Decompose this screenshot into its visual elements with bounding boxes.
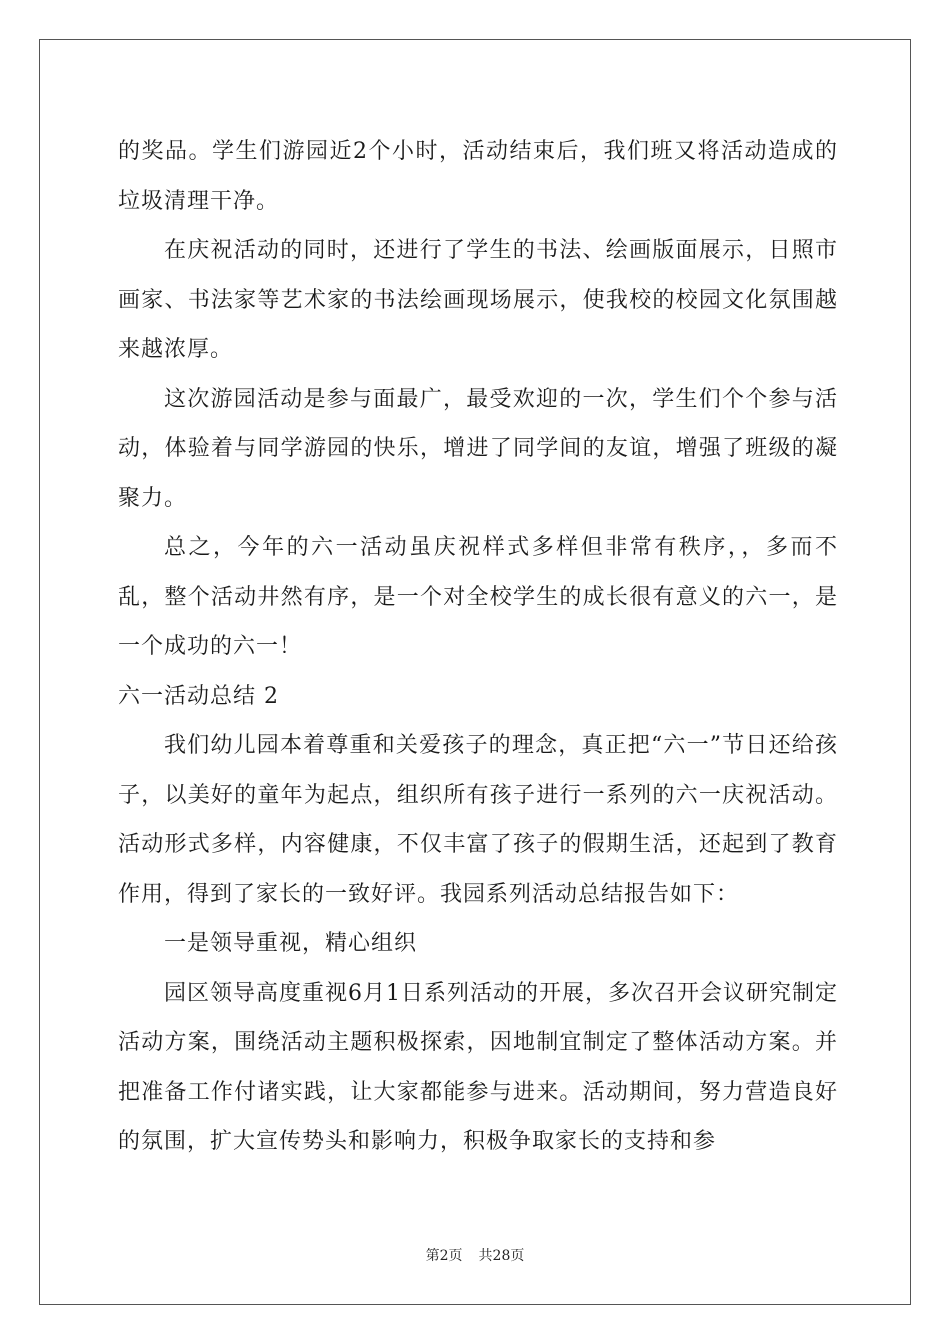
subheading: 一是领导重视，精心组织	[164, 931, 418, 956]
page-footer	[0, 1245, 950, 1265]
paragraph: 的奖品。学生们游园近2个小时，活动结束后，我们班又将活动造成的垃圾清理干净。	[118, 139, 838, 214]
paragraph: 园区领导高度重视6月1日系列活动的开展，多次召开会议研究制定活动方案，围绕活动主题积极探索，因地制宜制定了整体活动方案。并把准备工作付诸实践，让大家都能参与进来。活动期间，努力营造良好的氛围，扩大宣传势头和影响力，积极争取家长的支持和参	[118, 980, 838, 1154]
total-pages: 共28页	[478, 1248, 525, 1264]
paragraph: 总之，今年的六一活动虽庆祝样式多样但非常有秩序，，多而不乱，整个活动井然有序，是一个对全校学生的成长很有意义的六一，是一个成功的六一！	[118, 535, 838, 659]
paragraph: 这次游园活动是参与面最广，最受欢迎的一次，学生们个个参与活动，体验着与同学游园的快乐，增进了同学间的友谊，增强了班级的凝聚力。	[118, 386, 838, 511]
document-body	[118, 127, 838, 1167]
paragraph: 在庆祝活动的同时，还进行了学生的书法、绘画版面展示，日照市画家、书法家等艺术家的书法绘画现场展示，使我校的校园文化氛围越来越浓厚。	[118, 238, 838, 362]
section-heading: 六一活动总结 2	[118, 683, 279, 709]
paragraph: 我们幼儿园本着尊重和关爱孩子的理念，真正把“六一”节日还给孩子，以美好的童年为起点，组织所有孩子进行一系列的六一庆祝活动。活动形式多样，内容健康，不仅丰富了孩子的假期生活，还起到了教育作用，得到了家长的一致好评。我园系列活动总结报告如下：	[118, 733, 838, 907]
page-number: 第2页	[425, 1248, 463, 1264]
